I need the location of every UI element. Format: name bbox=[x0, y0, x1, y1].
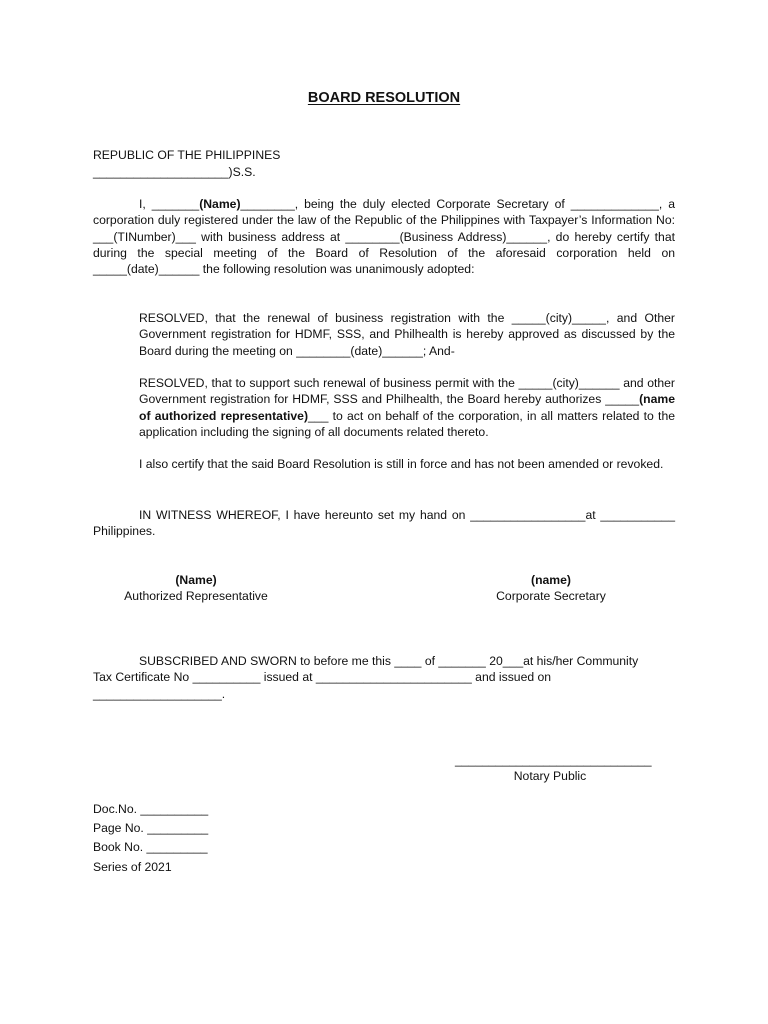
cert-text: ________, being the duly elected Corporate Secretary of _____________, a corporation duly registered under the law of the Republic of the Philippines with Taxpayer’s Information No: ___(TINumber)___ with business address at ________(Business Address)______, do hereby certify that during the special meeting of the Board of Resolution of the aforesaid corporation held on _____(date)______ the following resolution was unanimously adopted: bbox=[93, 197, 675, 277]
secretary-title: Corporate Secretary bbox=[496, 589, 606, 603]
doc-no: Doc.No. __________ bbox=[93, 802, 209, 816]
cert-name-field: (Name) bbox=[199, 197, 241, 211]
resolved-2-rep-field: (name of authorized representative) bbox=[139, 392, 675, 423]
series: Series of 2021 bbox=[93, 860, 172, 874]
rep-name: (Name) bbox=[175, 573, 217, 587]
resolved-2-text-b: ___ to act on behalf of the corporation, in all matters related to the application including the signing of all documents related thereto. bbox=[139, 408, 675, 439]
notary-signature-line: _____________________________ bbox=[455, 753, 652, 767]
resolved-paragraph-1: RESOLVED, that the renewal of business registration with the _____(city)_____, and Other Government registration for HDMF, SSS, and Philhealth is hereby approved as discussed by the Board during the meeting on ________(date)______; And- bbox=[139, 311, 675, 358]
document-title: BOARD RESOLUTION bbox=[307, 90, 461, 106]
venue-city-blank: ____________________)S.S. bbox=[93, 165, 256, 179]
book-no: Book No. _________ bbox=[93, 840, 208, 854]
page-no: Page No. _________ bbox=[93, 821, 209, 835]
sworn-line-1: SUBSCRIBED AND SWORN to before me this ____ of _______ 20___at his/her Community bbox=[139, 654, 639, 668]
force-statement: I also certify that the said Board Resolution is still in force and has not been amended or revoked. bbox=[139, 457, 664, 471]
resolved-paragraph-2 bbox=[139, 375, 675, 440]
venue-country: REPUBLIC OF THE PHILIPPINES bbox=[93, 148, 281, 162]
certification-paragraph bbox=[93, 196, 675, 277]
resolved-2-text-a: RESOLVED, that to support such renewal of business permit with the _____(city)______ and other Government registration for HDMF, SSS and Philhealth, the Board hereby authorizes _____ bbox=[139, 376, 675, 407]
sworn-line-3: ___________________. bbox=[93, 687, 226, 701]
sworn-line-2: Tax Certificate No __________ issued at _______________________ and issued on bbox=[93, 670, 552, 684]
secretary-name: (name) bbox=[531, 573, 571, 587]
notary-label: Notary Public bbox=[513, 769, 587, 783]
witness-paragraph: IN WITNESS WHEREOF, I have hereunto set my hand on _________________at ___________ Philippines. bbox=[93, 508, 675, 539]
rep-title: Authorized Representative bbox=[124, 589, 268, 603]
cert-prefix: I, _______ bbox=[139, 197, 200, 211]
